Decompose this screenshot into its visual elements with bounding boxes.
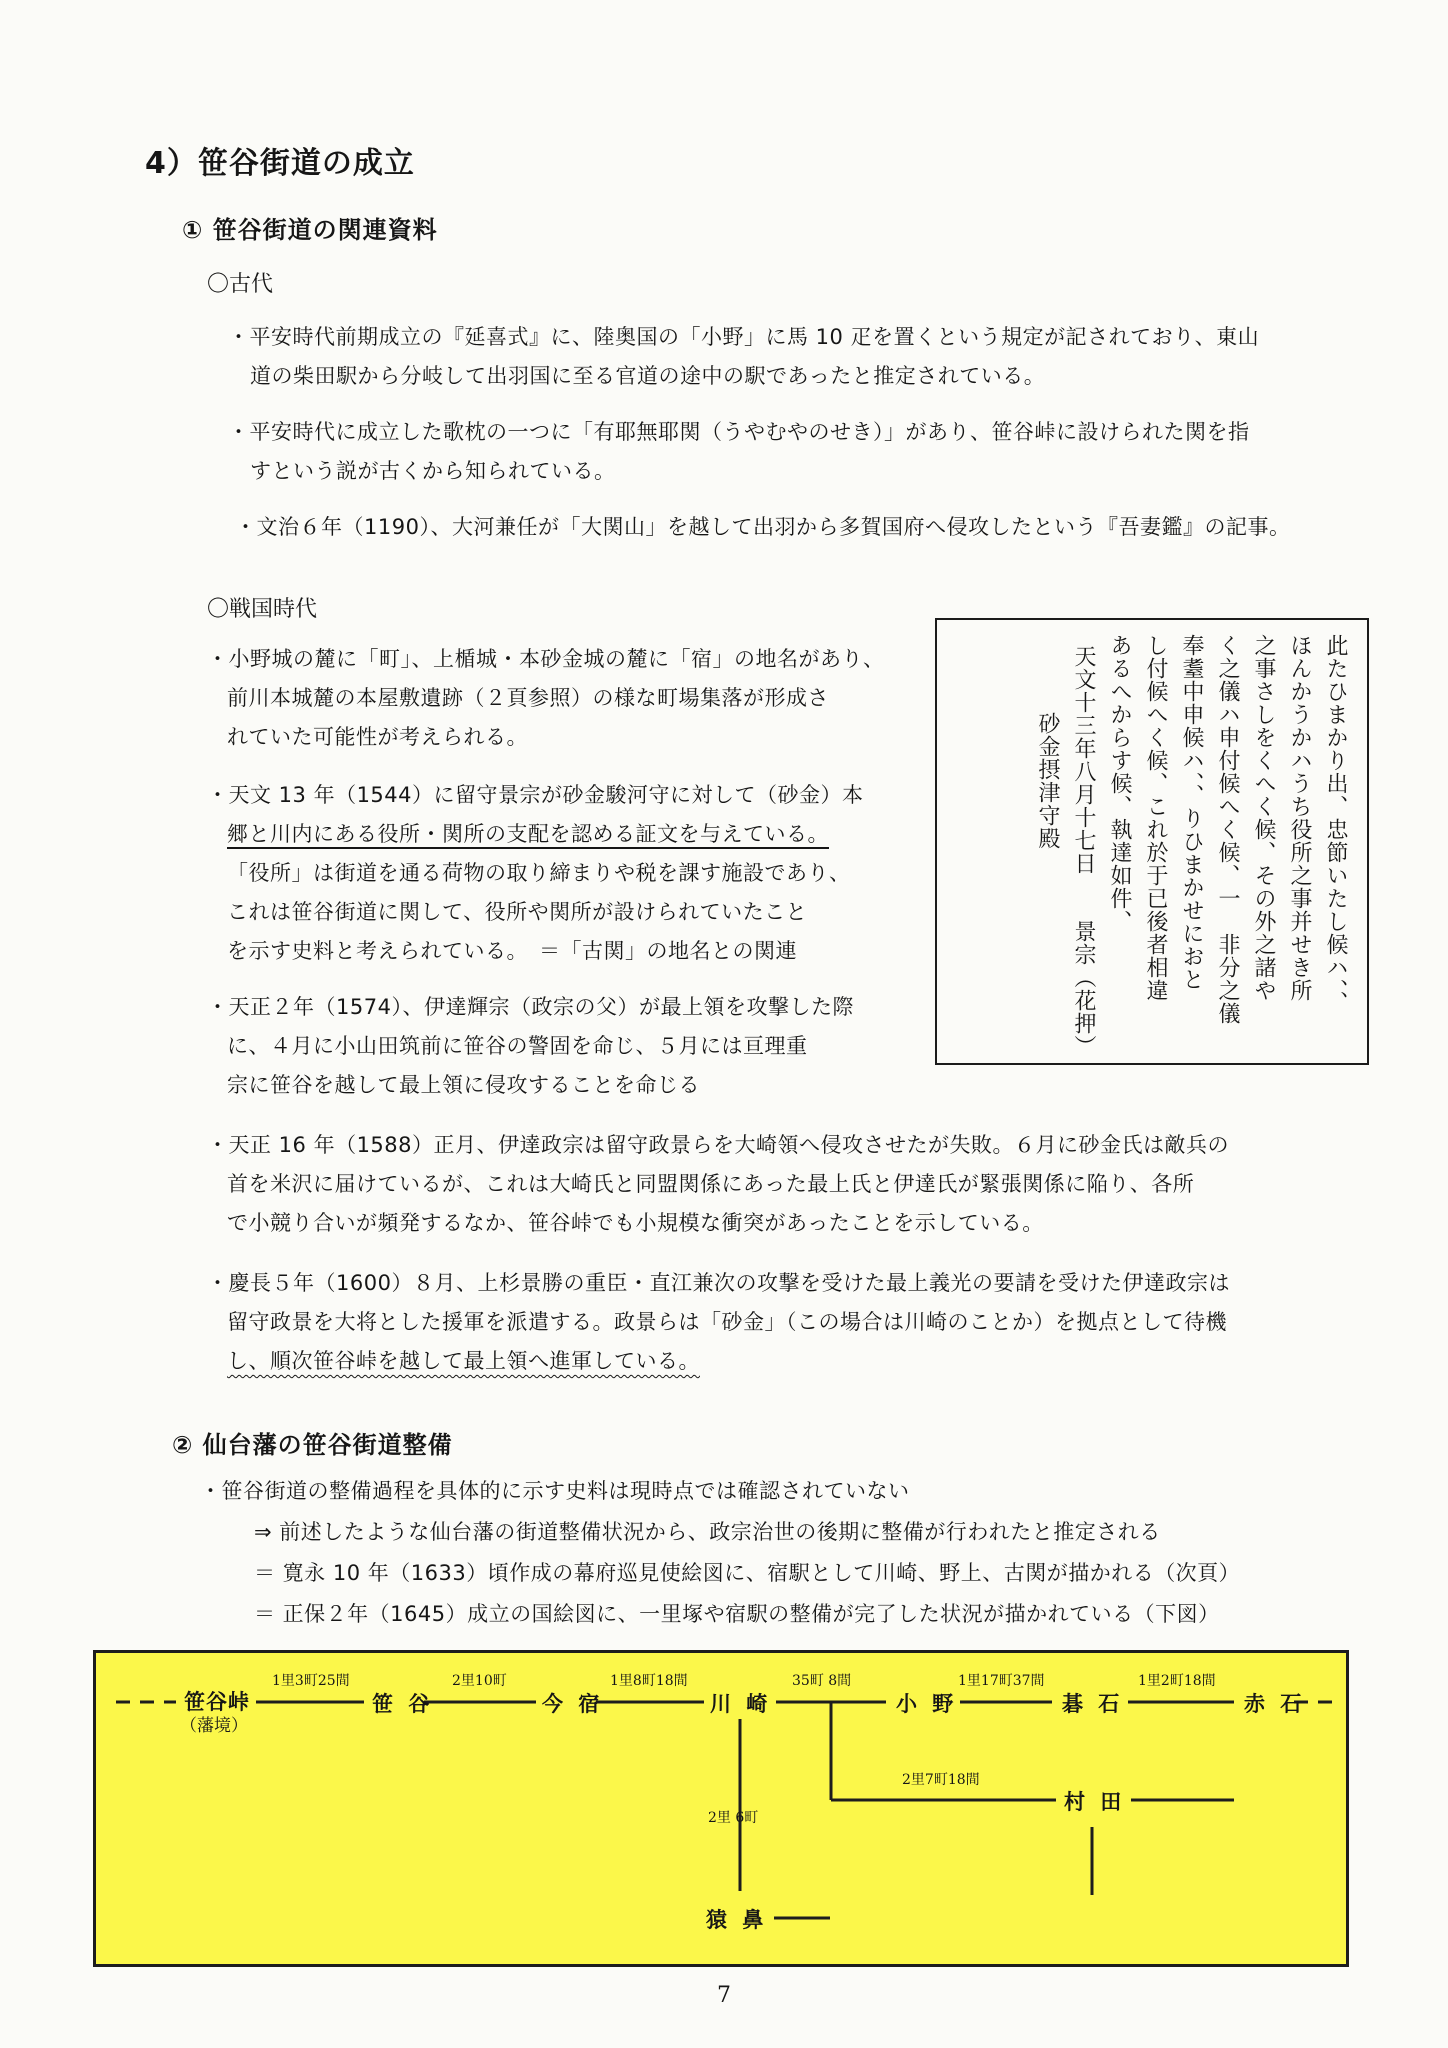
station-murata: 村 田 — [1064, 1789, 1126, 1814]
station-hankyo: （藩境） — [180, 1716, 248, 1736]
page-number: 7 — [717, 1983, 731, 2008]
letter-column-1: 此たひまかり出、忠節いたし候ハ、、 — [1323, 634, 1348, 1014]
sub2-line-1: ・笹谷街道の整備過程を具体的に示す史料は現時点では確認されていない — [200, 1479, 910, 1503]
sengoku-heading: 〇戦国時代 — [207, 597, 318, 622]
sub2-line-4: ＝ 正保２年（1645）成立の国絵図に、一里塚や宿駅の整備が完了した状況が描かれている（下図） — [254, 1602, 1220, 1626]
historical-letter-box — [935, 618, 1369, 1065]
kodai-bullet-3: ・文治６年（1190）、大河兼任が「大関山」を越して出羽から多賀国府へ侵攻したという『吾妻鑑』の記事。 — [235, 515, 1291, 539]
station-sasayatoge: 笹谷峠 — [184, 1689, 250, 1714]
kodai-bullet-1: ・平安時代前期成立の『延喜式』に、陸奥国の「小野」に馬 10 疋を置くという規定が記されており、東山 道の柴田駅から分岐して出羽国に至る官道の途中の駅であったと推定されている。 — [228, 325, 1260, 388]
route-map — [93, 1650, 1349, 1967]
letter-column-7: あるへからす候、執達如件、 — [1107, 634, 1132, 933]
sub2-line-3: ＝ 寛永 10 年（1633）頃作成の幕府巡見使絵図に、宿駅として川崎、野上、古関が描かれる（次頁） — [254, 1561, 1241, 1585]
station-sarahana: 猿 鼻 — [706, 1907, 768, 1932]
distance-label-2: 2里10町 — [452, 1673, 507, 1689]
station-goishi: 碁 石 — [1062, 1691, 1124, 1716]
letter-addressee: 砂金摂津守殿 — [1035, 712, 1060, 850]
sengoku-bullet-2: ・天文 13 年（1544）に留守景宗が砂金駿河守に対して（砂金）本 郷と川内にある役所・関所の支配を認める証文を与えている。 「役所」は街道を通る荷物の取り締まりや税を課す施設であり、 これは笹谷街道に関して、役所や関所が設けられていたこと を示す史料と考えられている。 ＝「古関」の地名との関連 — [207, 783, 864, 963]
distance-label-8: 2里 6町 — [708, 1810, 759, 1826]
distance-label-5: 1里17町37間 — [958, 1673, 1045, 1689]
letter-column-3: 之事さしをくへく候、その外之諸や — [1251, 634, 1276, 1002]
letter-date: 天文十三年八月十七日 — [1071, 645, 1096, 875]
station-akaishi: 赤 石 — [1244, 1691, 1306, 1716]
station-ono: 小 野 — [896, 1691, 958, 1716]
station-imajuku: 今 宿 — [542, 1691, 604, 1716]
sengoku-bullet-1: ・小野城の麓に「町」、上楯城・本砂金城の麓に「宿」の地名があり、 前川本城麓の本屋敷遺跡（２頁参照）の様な町場集落が形成さ れていた可能性が考えられる。 — [207, 647, 885, 749]
subsection-title-1: ① 笹谷街道の関連資料 — [182, 216, 438, 244]
letter-column-4: く之儀ハ申付候へく候、一 非分之儀 — [1215, 634, 1240, 1025]
sengoku-bullet-3: ・天正２年（1574）、伊達輝宗（政宗の父）が最上領を攻撃した際 に、４月に小山田筑前に笹谷の警固を命じ、５月には亘理重 宗に笹谷を越して最上領に侵攻することを命じる — [207, 995, 854, 1097]
station-sasaya: 笹 谷 — [372, 1691, 434, 1716]
kodai-heading: 〇古代 — [207, 272, 274, 297]
letter-signer: 景宗（花押） — [1071, 920, 1096, 1058]
distance-label-3: 1里8町18間 — [610, 1673, 688, 1689]
sengoku-bullet-5: ・慶長５年（1600）８月、上杉景勝の重臣・直江兼次の攻撃を受けた最上義光の要請を受けた伊達政宗は 留守政景を大将とした援軍を派遣する。政景らは「砂金」（この場合は川崎のことか）を拠点として待機 し、順次笹谷峠を越して最上領へ進軍している。 — [207, 1271, 1230, 1373]
distance-label-1: 1里3町25間 — [272, 1673, 350, 1689]
distance-label-7: 2里7町18間 — [902, 1772, 980, 1788]
subsection-title-2: ② 仙台藩の笹谷街道整備 — [172, 1431, 453, 1459]
letter-column-2: ほんかうかハうち役所之事并せき所 — [1287, 634, 1312, 1002]
distance-label-4: 35町 8間 — [792, 1673, 852, 1689]
sengoku-bullet-4: ・天正 16 年（1588）正月、伊達政宗は留守政景らを大崎領へ侵攻させたが失敗。６月に砂金氏は敵兵の 首を米沢に届けているが、これは大崎氏と同盟関係にあった最上氏と伊達氏が緊張関係に陥り、各所 で小競り合いが頻発するなか、笹谷峠でも小規模な衝突があったことを示している。 — [207, 1133, 1230, 1235]
sub2-line-2: ⇒ 前述したような仙台藩の街道整備状況から、政宗治世の後期に整備が行われたと推定される — [254, 1520, 1161, 1544]
distance-label-6: 1里2町18間 — [1138, 1673, 1216, 1689]
kodai-bullet-2: ・平安時代に成立した歌枕の一つに「有耶無耶関（うやむやのせき）」があり、笹谷峠に設けられた関を指 すという説が古くから知られている。 — [228, 420, 1250, 483]
letter-column-5: 奉耋中申候ハ、、りひまかせにおと — [1179, 634, 1204, 991]
letter-column-6: し付候へく候、これ於于已後者相違 — [1143, 634, 1168, 1002]
section-title: 4）笹谷街道の成立 — [145, 146, 415, 181]
station-kawasaki: 川 崎 — [710, 1691, 772, 1716]
